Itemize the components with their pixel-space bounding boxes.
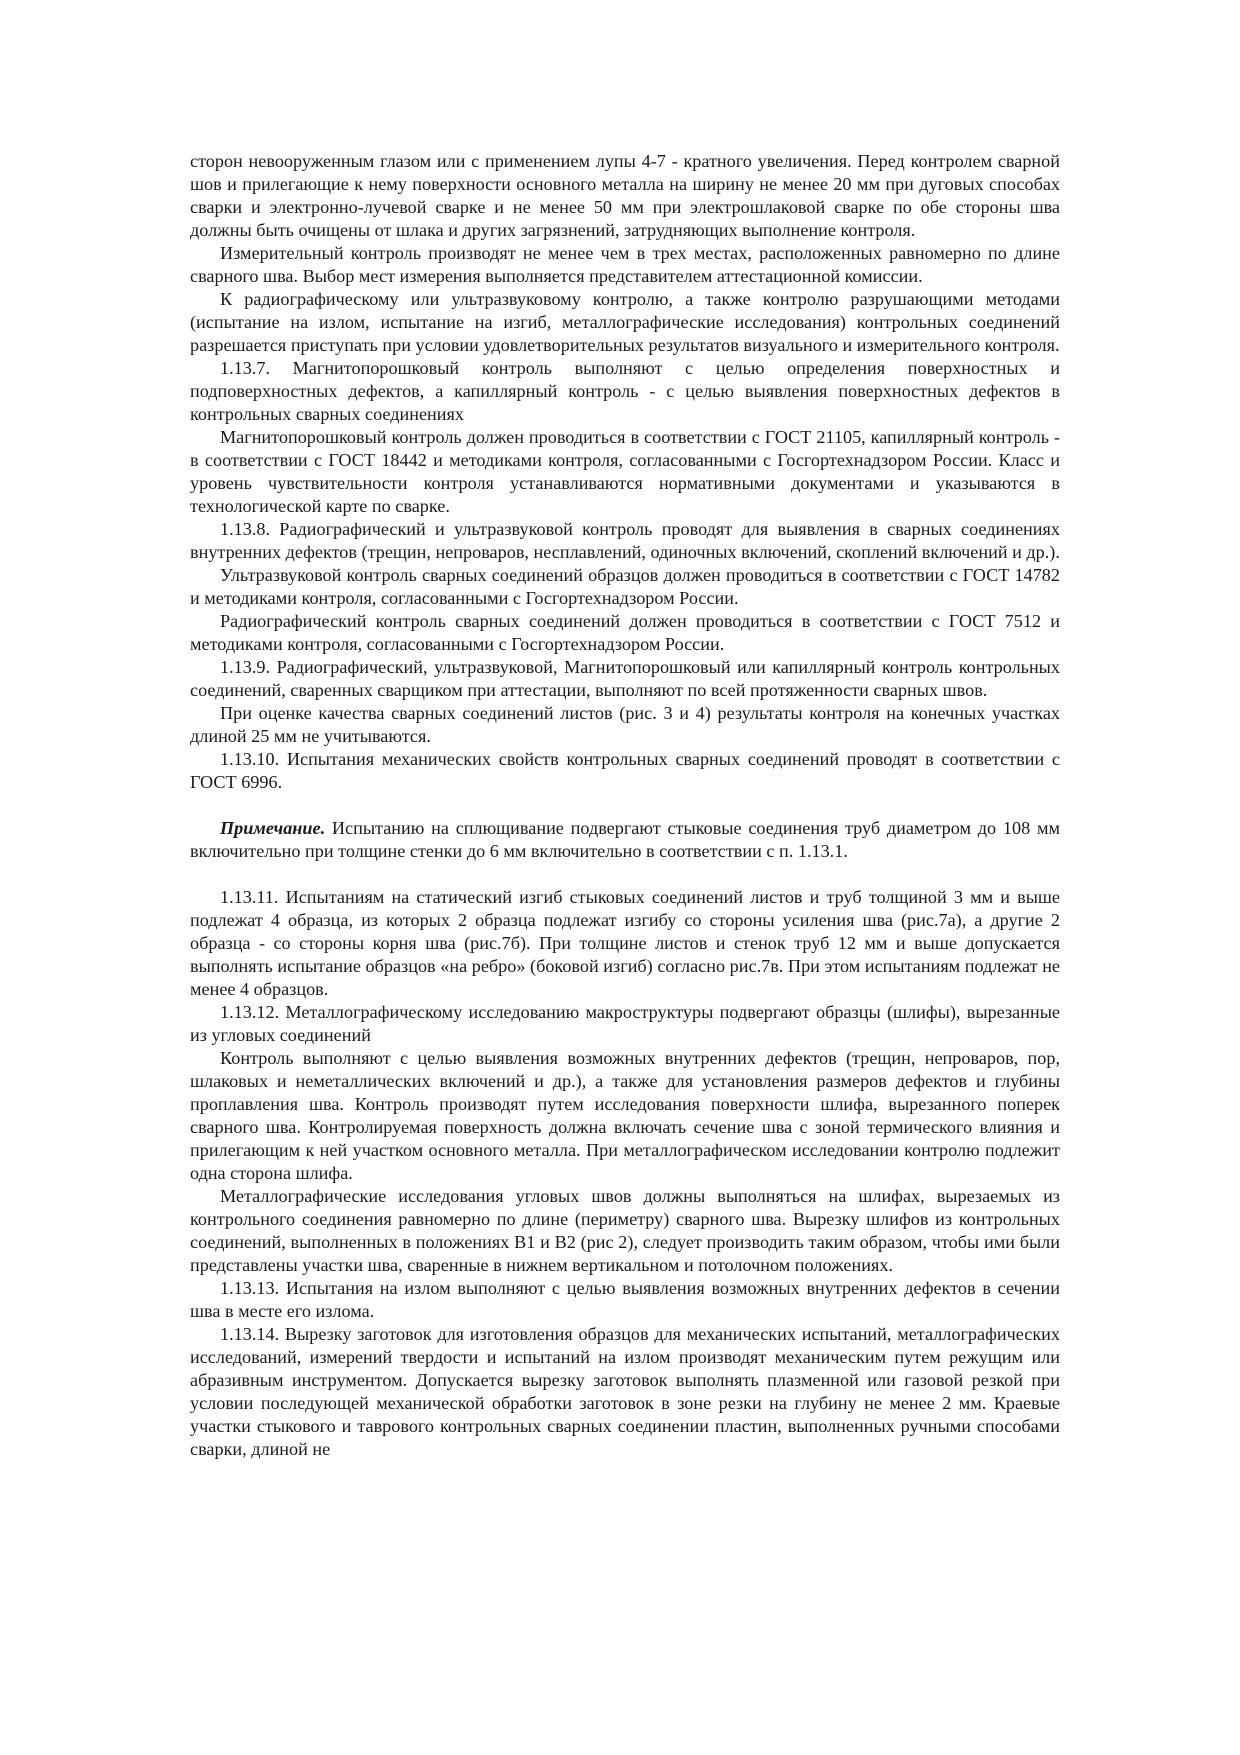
paragraph-1-13-12: 1.13.12. Металлографическому исследованию макроструктуры подвергают образцы (шлифы), вырезанные из угловых соединений bbox=[190, 1002, 1060, 1045]
paragraph-measurement-control: Измерительный контроль производят не менее чем в трех местах, расположенных равномерно по длине сварного шва. Выбор мест измерения выполняется представителем аттестационной комиссии. bbox=[190, 243, 1060, 286]
paragraph-1-13-7: 1.13.7. Магнитопорошковый контроль выполняют с целью определения поверхностных и подповерхностных дефектов, а капиллярный контроль - с целью выявления поверхностных дефектов в контрольных сварных соединениях bbox=[190, 358, 1060, 424]
note-paragraph bbox=[190, 817, 1060, 863]
paragraph-metallographic-fillet: Металлографические исследования угловых швов должны выполняться на шлифах, вырезаемых из контрольного соединения равномерно по длине (периметру) сварного шва. Вырезку шлифов из контрольных соединений, выполненных в положениях В1 и В2 (рис 2), следует производить таким образом, чтобы ими были представлены участки шва, сваренные в нижнем вертикальном и потолочном положениях. bbox=[190, 1186, 1060, 1275]
paragraph-1-13-11: 1.13.11. Испытаниям на статический изгиб стыковых соединений листов и труб толщиной 3 мм и выше подлежат 4 образца, из которых 2 образца подлежат изгибу со стороны усиления шва (рис.7а), а другие 2 образца - со стороны корня шва (рис.7б). При толщине листов и стенок труб 12 мм и выше допускается выполнять испытание образцов «на ребро» (боковой изгиб) согласно рис.7в. При этом испытаниям подлежат не менее 4 образцов. bbox=[190, 887, 1060, 999]
paragraph-1-13-14: 1.13.14. Вырезку заготовок для изготовления образцов для механических испытаний, металлографических исследований, измерений твердости и испытаний на излом производят механическим путем режущим или абразивным инструментом. Допускается вырезку заготовок выполнять плазменной или газовой резкой при условии последующей механической обработки заготовок в зоне резки на глубину не менее 2 мм. Краевые участки стыкового и таврового контрольных сварных соединении пластин, выполненных ручными способами сварки, длиной не bbox=[190, 1324, 1060, 1459]
paragraph-1-13-10: 1.13.10. Испытания механических свойств контрольных сварных соединений проводят в соответствии с ГОСТ 6996. bbox=[190, 749, 1060, 792]
paragraph-ultrasonic-gost: Ультразвуковой контроль сварных соединений образцов должен проводиться в соответствии с ГОСТ 14782 и методиками контроля, согласованными с Госгортехнадзором России. bbox=[190, 565, 1060, 608]
paragraph-magnetic-gost: Магнитопорошковый контроль должен проводиться в соответствии с ГОСТ 21105, капиллярный контроль - в соответствии с ГОСТ 18442 и методиками контроля, согласованными с Госгортехнадзором России. Класс и уровень чувствительности контроля устанавливаются нормативными документами и указываются в технологической карте по сварке. bbox=[190, 427, 1060, 516]
document-page bbox=[190, 150, 1060, 1461]
paragraph-quality-assessment: При оценке качества сварных соединений листов (рис. 3 и 4) результаты контроля на конечных участках длиной 25 мм не учитываются. bbox=[190, 703, 1060, 746]
paragraph-1-13-9: 1.13.9. Радиографический, ультразвуковой, Магнитопорошковый или капиллярный контроль контрольных соединений, сваренных сварщиком при аттестации, выполняют по всей протяженности сварных швов. bbox=[190, 657, 1060, 700]
note-label: Примечание. bbox=[220, 818, 326, 838]
paragraph-1-13-13: 1.13.13. Испытания на излом выполняют с целью выявления возможных внутренних дефектов в сечении шва в месте его излома. bbox=[190, 1278, 1060, 1321]
paragraph-1-13-8: 1.13.8. Радиографический и ультразвуковой контроль проводят для выявления в сварных соединениях внутренних дефектов (трещин, непроваров, несплавлений, одиночных включений, скоплений включений и др.). bbox=[190, 519, 1060, 562]
paragraph-control-purpose: Контроль выполняют с целью выявления возможных внутренних дефектов (трещин, непроваров, пор, шлаковых и неметаллических включений и др.), а также для установления размеров дефектов и глубины проплавления шва. Контроль производят путем исследования поверхности шлифа, вырезанного поперек сварного шва. Контролируемая поверхность должна включать сечение шва с зоной термического влияния и прилегающим к ней участком основного металла. При металлографическом исследовании контролю подлежит одна сторона шлифа. bbox=[190, 1048, 1060, 1183]
paragraph-continued: сторон невооруженным глазом или с применением лупы 4-7 - кратного увеличения. Перед контролем сварной шов и прилегающие к нему поверхности основного металла на ширину не менее 20 мм при дуговых способах сварки и электронно-лучевой сварке и не менее 50 мм при электрошлаковой сварке по обе стороны шва должны быть очищены от шлака и других загрязнений, затрудняющих выполнение контроля. bbox=[190, 151, 1060, 240]
paragraph-radiographic-access: К радиографическому или ультразвуковому контролю, а также контролю разрушающими методами (испытание на излом, испытание на изгиб, металлографические исследования) контрольных соединений разрешается приступать при условии удовлетворительных результатов визуального и измерительного контроля. bbox=[190, 289, 1060, 355]
paragraph-radiographic-gost: Радиографический контроль сварных соединений должен проводиться в соответствии с ГОСТ 7512 и методиками контроля, согласованными с Госгортехнадзором России. bbox=[190, 611, 1060, 654]
note-text: Испытанию на сплющивание подвергают стыковые соединения труб диаметром до 108 мм включительно при толщине стенки до 6 мм включительно в соответствии с п. 1.13.1. bbox=[190, 818, 1060, 861]
